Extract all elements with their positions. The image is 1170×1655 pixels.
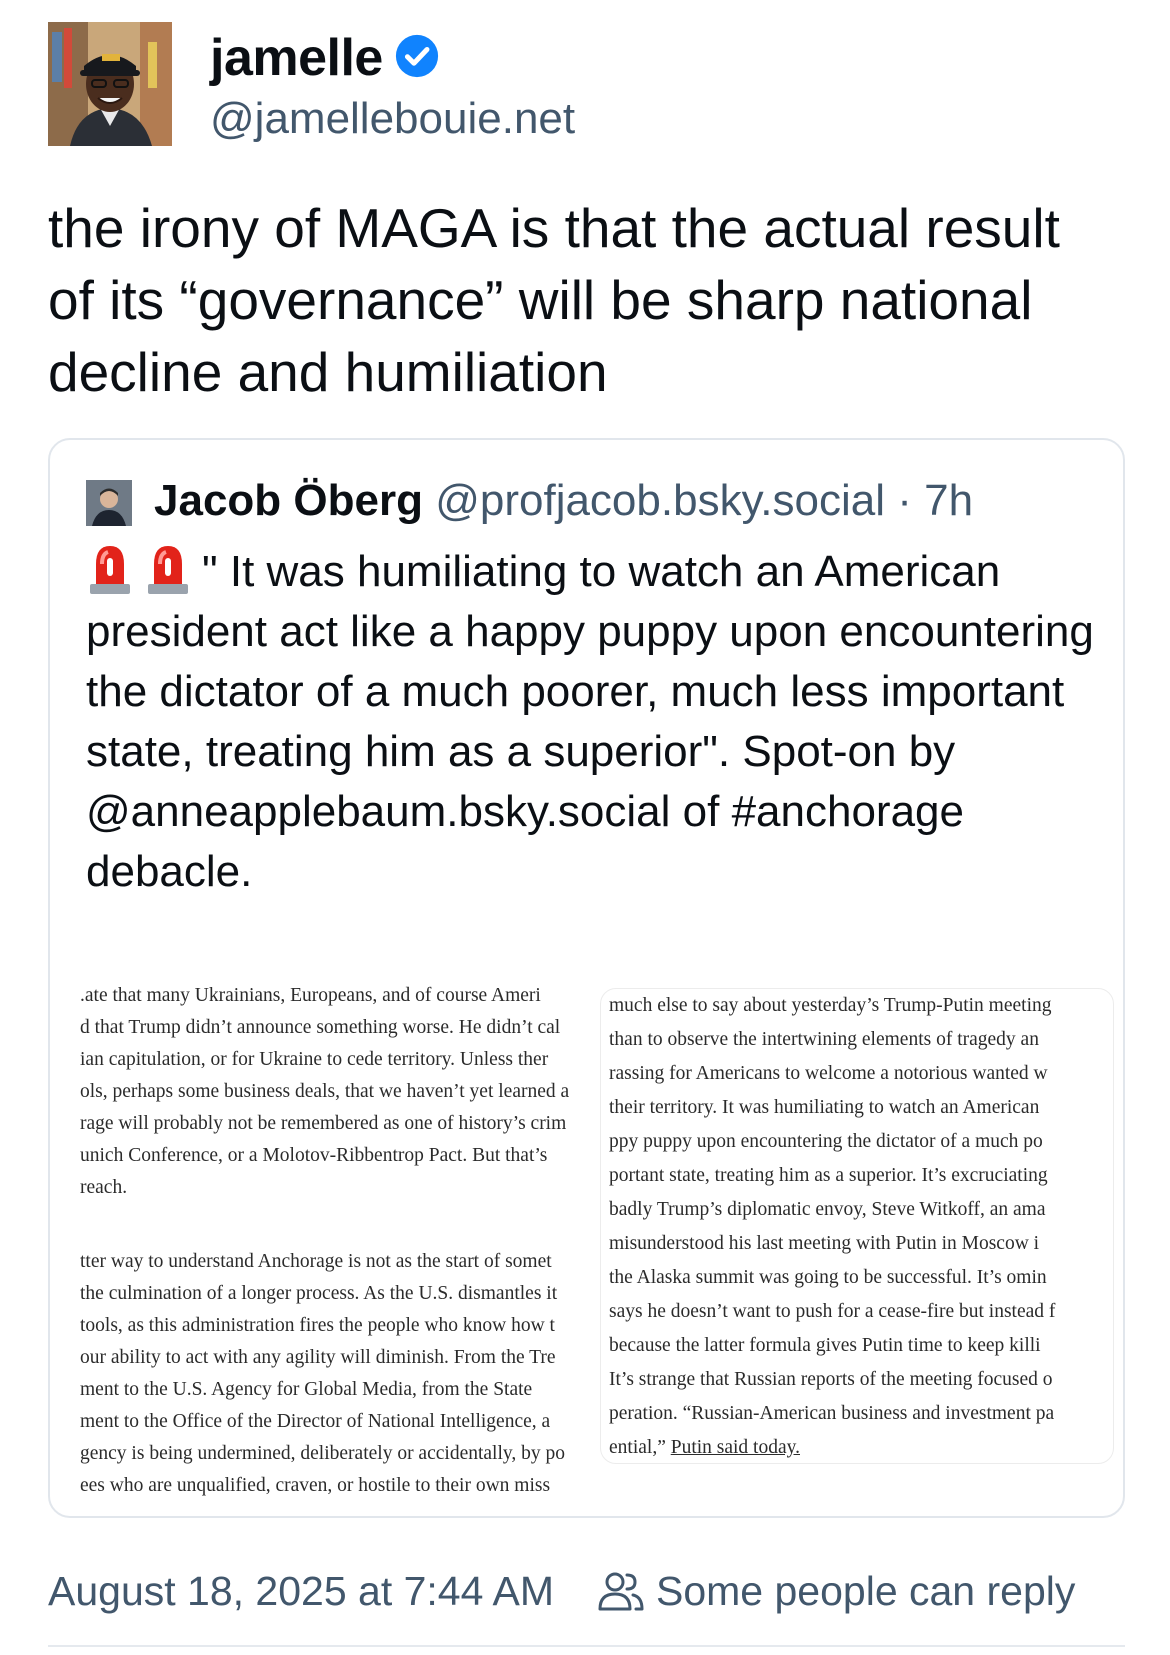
article-line: .ate that many Ukrainians, Europeans, and of course Ameri: [80, 985, 541, 1006]
verified-check-icon: [394, 33, 440, 79]
author-avatar[interactable]: [48, 22, 172, 146]
author-handle[interactable]: @jamellebouie.net: [210, 94, 576, 143]
post-text: the irony of MAGA is that the actual result of its “governance” will be sharp national decline and humiliation: [48, 197, 1060, 403]
quoted-post-body: " It was humiliating to watch an American president act like a happy puppy upon encountering the dictator of a much poorer, much less important state, treating him as a superior". Spot-on by @anneapplebaum.bsky.social of #anchorage debacle.: [86, 547, 1094, 896]
article-line: tter way to understand Anchorage is not as the start of somet: [80, 1251, 552, 1272]
quoted-author-handle[interactable]: @profjacob.bsky.social: [435, 476, 886, 525]
article-line: badly Trump’s diplomatic envoy, Steve Witkoff, an ama: [609, 1199, 1046, 1220]
article-line: tools, as this administration fires the people who know how t: [80, 1315, 555, 1336]
article-line: than to observe the intertwining elements of tragedy an: [609, 1029, 1039, 1050]
article-line: gency is being undermined, deliberately or accidentally, by po: [80, 1443, 565, 1464]
article-line-text: ential,”: [609, 1437, 671, 1458]
quoted-post-card[interactable]: [48, 438, 1125, 1518]
quoted-author-avatar[interactable]: [86, 480, 132, 526]
article-line: d that Trump didn’t announce something worse. He didn’t cal: [80, 1017, 561, 1038]
article-line: misunderstood his last meeting with Putin in Moscow i: [609, 1233, 1040, 1254]
article-line: says he doesn’t want to push for a cease-fire but instead f: [609, 1301, 1056, 1322]
reply-setting[interactable]: Some people can reply: [656, 1568, 1076, 1614]
article-image-left[interactable]: [80, 980, 636, 1496]
article-line: the culmination of a longer process. As the U.S. dismantles it: [80, 1283, 558, 1304]
article-link[interactable]: Putin said today.: [670, 1437, 800, 1458]
article-line: portant state, treating him as a superior. It’s excruciating: [609, 1165, 1048, 1186]
article-line: It’s strange that Russian reports of the meeting focused o: [609, 1369, 1053, 1390]
article-line: reach.: [80, 1177, 128, 1198]
article-line: our ability to act with any agility will diminish. From the Tre: [80, 1347, 556, 1368]
article-line: peration. “Russian-American business and investment pa: [609, 1403, 1055, 1424]
article-line: ian capitulation, or for Ukraine to cede territory. Unless ther: [80, 1049, 549, 1070]
article-line: their territory. It was humiliating to watch an American: [609, 1097, 1040, 1118]
author-display-name[interactable]: jamelle: [210, 29, 383, 87]
article-line: rage will probably not be remembered as one of history’s crim: [80, 1113, 567, 1134]
quoted-post-text: [86, 540, 1096, 902]
article-line: ols, perhaps some business deals, that we haven’t yet learned a: [80, 1081, 570, 1102]
people-icon: [596, 1569, 646, 1613]
article-line: much else to say about yesterday’s Trump-Putin meeting: [609, 995, 1052, 1016]
article-line: because the latter formula gives Putin time to keep killi: [609, 1335, 1041, 1356]
siren-emoji-icon: [144, 540, 192, 594]
article-line: ment to the Office of the Director of National Intelligence, a: [80, 1411, 551, 1432]
article-image-right[interactable]: [600, 988, 1114, 1464]
quoted-post-time[interactable]: 7h: [924, 476, 974, 525]
article-line: [609, 1431, 1113, 1465]
article-line: unich Conference, or a Molotov-Ribbentrop Pact. But that’s: [80, 1145, 548, 1166]
separator-dot: ·: [897, 476, 912, 525]
quoted-post-header: [154, 476, 973, 526]
article-line: the Alaska summit was going to be successful. It’s omin: [609, 1267, 1047, 1288]
quoted-author-name[interactable]: Jacob Öberg: [154, 476, 423, 525]
article-line: ppy puppy upon encountering the dictator of a much po: [609, 1131, 1043, 1152]
divider: [48, 1645, 1125, 1647]
article-line: rassing for Americans to welcome a notorious wanted w: [609, 1063, 1048, 1084]
post-timestamp[interactable]: August 18, 2025 at 7:44 AM: [48, 1568, 555, 1614]
article-line: ment to the U.S. Agency for Global Media, from the State: [80, 1379, 533, 1400]
article-line: ees who are unqualified, craven, or hostile to their own miss: [80, 1475, 551, 1496]
siren-emoji-icon: [86, 540, 134, 594]
